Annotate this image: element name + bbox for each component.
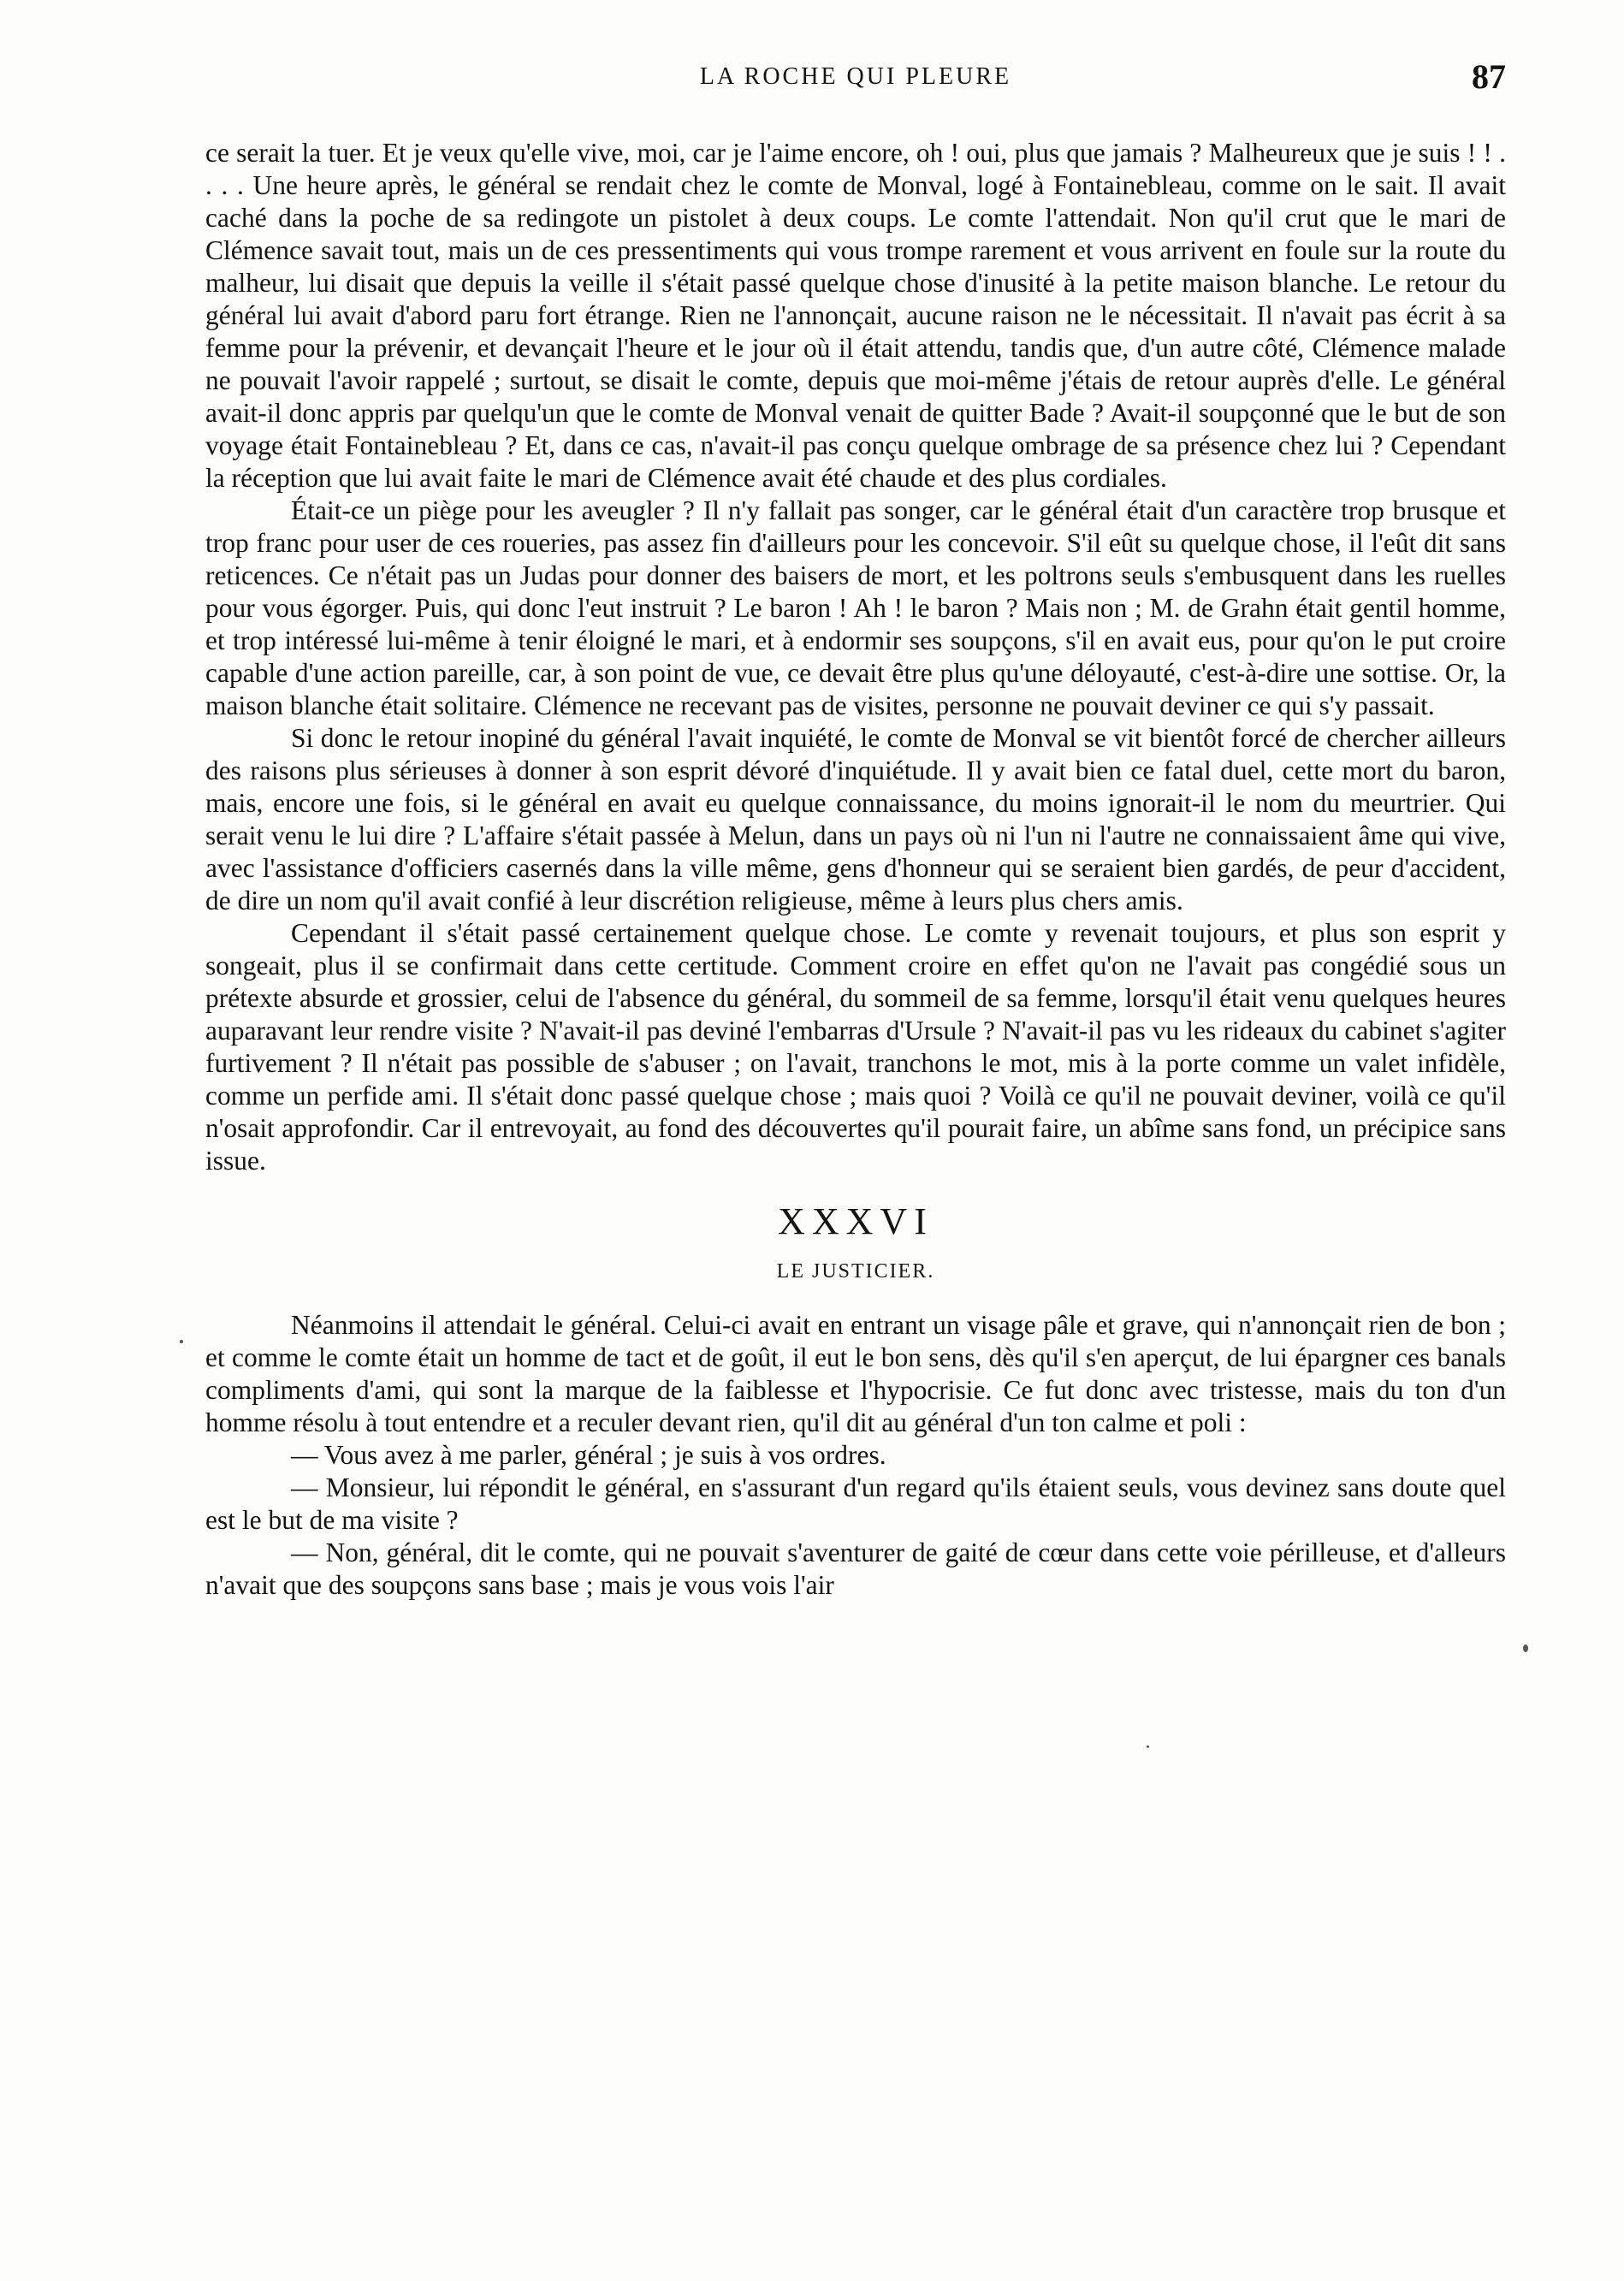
chapter-number: XXXVI — [778, 1200, 934, 1242]
page-header — [205, 56, 1506, 108]
paragraph: Néanmoins il attendait le général. Celui-ci avait en entrant un visage pâle et grave, qui n'annonçait rien de bon ; et comme le comte était un homme de tact et de goût, il eut le bon sens, dès qu'il s'en aperçut, de lui épargner ces banals compliments d'ami, qui sont la marque de la faiblesse et l'hypocrisie. Ce fut donc avec tristesse, mais du ton d'un homme résolu à tout entendre et a reculer devant rien, qu'il dit au général d'un ton calme et poli : — [205, 1310, 1506, 1437]
scan-speck — [1147, 1745, 1149, 1748]
dialogue-line: — Non, général, dit le comte, qui ne pouvait s'aventurer de gaité de cœur dans cette voie périlleuse, et d'alleurs n'avait que des soupçons sans base ; mais je vous vois l'air — [205, 1537, 1506, 1600]
paragraph: Si donc le retour inopiné du général l'avait inquiété, le comte de Monval se vit bientôt forcé de chercher ailleurs des raisons plus sérieuses à donner à son esprit dévoré d'inquiétude. Il y avait bien ce fatal duel, cette mort du baron, mais, encore une fois, si le général en avait eu quelque connaissance, du moins ignorait-il le nom du meurtrier. Qui serait venu le lui dire ? L'affaire s'était passée à Melun, dans un pays où ni l'un ni l'autre ne connaissaient âme qui vive, avec l'assistance d'officiers casernés dans la ville même, gens d'honneur qui se seraient bien gardés, de peur d'accident, de dire un nom qu'il avait confié à leur discrétion religieuse, même à leurs plus chers amis. — [205, 723, 1506, 915]
page-body — [205, 137, 1506, 1602]
running-title: LA ROCHE QUI PLEURE — [699, 63, 1012, 90]
scan-speck — [180, 1340, 183, 1343]
page-number: 87 — [1472, 57, 1506, 96]
dialogue-line: — Monsieur, lui répondit le général, en s'assurant d'un regard qu'ils étaient seuls, vous devinez sans doute quel est le but de ma visite ? — [205, 1472, 1506, 1535]
paragraph: Cependant il s'était passé certainement quelque chose. Le comte y revenait toujours, et plus son esprit y songeait, plus il se confirmait dans cette certitude. Comment croire en effet qu'on ne l'avait pas congédié sous un prétexte absurde et grossier, celui de l'absence du général, du sommeil de sa femme, lorsqu'il était venu quelques heures auparavant leur rendre visite ? N'avait-il pas deviné l'embarras d'Ursule ? N'avait-il pas vu les rideaux du cabinet s'agiter furtivement ? Il n'était pas possible de s'abuser ; on l'avait, tranchons le mot, mis à la porte comme un valet infidèle, comme un perfide ami. Il s'était donc passé quelque chose ; mais quoi ? Voilà ce qu'il ne pouvait deviner, voilà ce qu'il n'osait approfondir. Car il entrevoyait, au fond des découvertes qu'il pourait faire, un abîme sans fond, un précipice sans issue. — [205, 918, 1506, 1176]
scan-speck — [1523, 1644, 1528, 1652]
chapter-title: LE JUSTICIER. — [776, 1260, 935, 1283]
dialogue-line: — Vous avez à me parler, général ; je suis à vos ordres. — [291, 1440, 886, 1470]
paragraph: Était-ce un piège pour les aveugler ? Il n'y fallait pas songer, car le général était d'un caractère trop brusque et trop franc pour user de ces roueries, pas assez fin d'ailleurs pour les concevoir. S'il eût su quelque chose, il l'eût dit sans reticences. Ce n'était pas un Judas pour donner des baisers de mort, et les poltrons seuls s'embusquent dans les ruelles pour vous égorger. Puis, qui donc l'eut instruit ? Le baron ! Ah ! le baron ? Mais non ; M. de Grahn était gentil homme, et trop intéressé lui-même à tenir éloigné le mari, et à endormir ses soupçons, s'il en avait eus, pour qu'on le put croire capable d'une action pareille, car, à son point de vue, ce devait être plus qu'une déloyauté, c'est-à-dire une sottise. Or, la maison blanche était solitaire. Clémence ne recevant pas de visites, personne ne pouvait deviner ce qui s'y passait. — [205, 495, 1506, 720]
paragraph: ce serait la tuer. Et je veux qu'elle vive, moi, car je l'aime encore, oh ! oui, plus que jamais ? Malheureux que je suis ! ! . . . . Une heure après, le général se rendait chez le comte de Monval, logé à Fontainebleau, comme on le sait. Il avait caché dans la poche de sa redingote un pistolet à deux coups. Le comte l'attendait. Non qu'il crut que le mari de Clémence savait tout, mais un de ces pressentiments qui vous trompe rarement et vous arrivent en foule sur la route du malheur, lui disait que depuis la veille il s'était passé quelque chose d'inusité à la petite maison blanche. Le retour du général lui avait d'abord paru fort étrange. Rien ne l'annonçait, aucune raison ne le nécessitait. Il n'avait pas écrit à sa femme pour la prévenir, et devançait l'heure et le jour où il était attendu, tandis que, d'un autre côté, Clémence malade ne pouvait l'avoir rappelé ; surtout, se disait le comte, depuis que moi-même j'étais de retour auprès d'elle. Le général avait-il donc appris par quelqu'un que le comte de Monval venait de quitter Bade ? Avait-il soupçonné que le but de son voyage était Fontainebleau ? Et, dans ce cas, n'avait-il pas conçu quelque ombrage de sa présence chez lui ? Cependant la réception que lui avait faite le mari de Clémence avait été chaude et des plus cordiales. — [205, 138, 1506, 493]
